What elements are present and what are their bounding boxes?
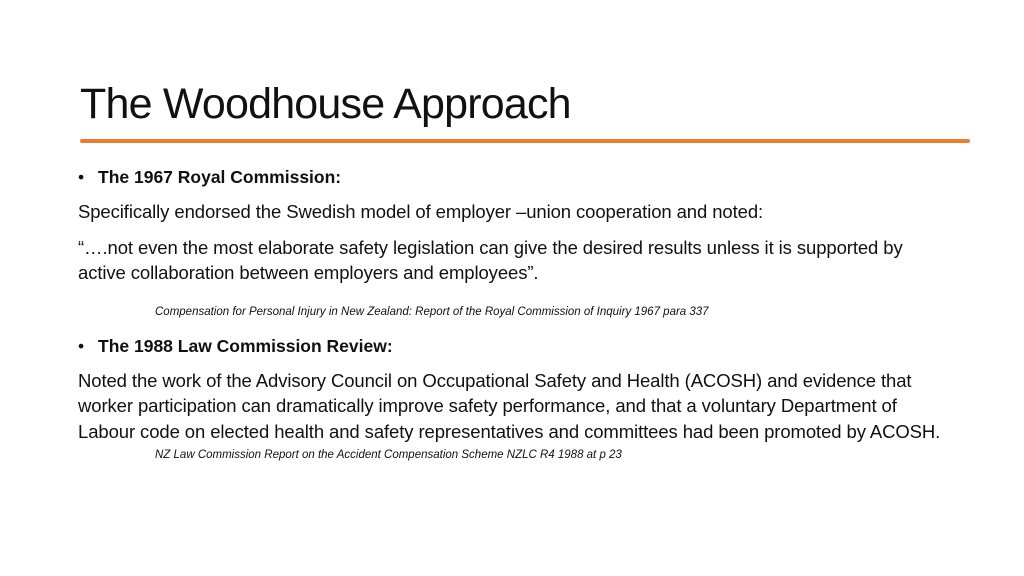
section-heading-1988 <box>78 334 948 358</box>
slide-body <box>78 165 948 463</box>
quote-paragraph: “….not even the most elaborate safety legislation can give the desired results unless it is supported by active collaboration between employers and employees”. <box>78 236 903 283</box>
citation-1988: NZ Law Commission Report on the Accident Compensation Scheme NZLC R4 1988 at p 23 <box>155 449 622 461</box>
paragraph: Specifically endorsed the Swedish model of employer –union cooperation and noted: <box>78 201 764 222</box>
paragraph: Noted the work of the Advisory Council on Occupational Safety and Health (ACOSH) and evidence that worker participation can dramatically improve safety performance, and that a voluntary Department of Labour code on elected health and safety representatives and committees had been promoted by ACOSH. <box>78 369 941 442</box>
heading-text: The 1988 Law Commission Review: <box>98 335 393 356</box>
title-underline <box>80 139 970 143</box>
heading-text: The 1967 Royal Commission: <box>98 167 342 187</box>
slide-title: The Woodhouse Approach <box>80 79 571 128</box>
section-heading-1967 <box>78 165 948 189</box>
bullet-icon: • <box>78 335 85 356</box>
bullet-icon: • <box>78 167 85 187</box>
citation-1967: Compensation for Personal Injury in New Zealand: Report of the Royal Commission of Inquiry 1967 para 337 <box>155 305 709 318</box>
